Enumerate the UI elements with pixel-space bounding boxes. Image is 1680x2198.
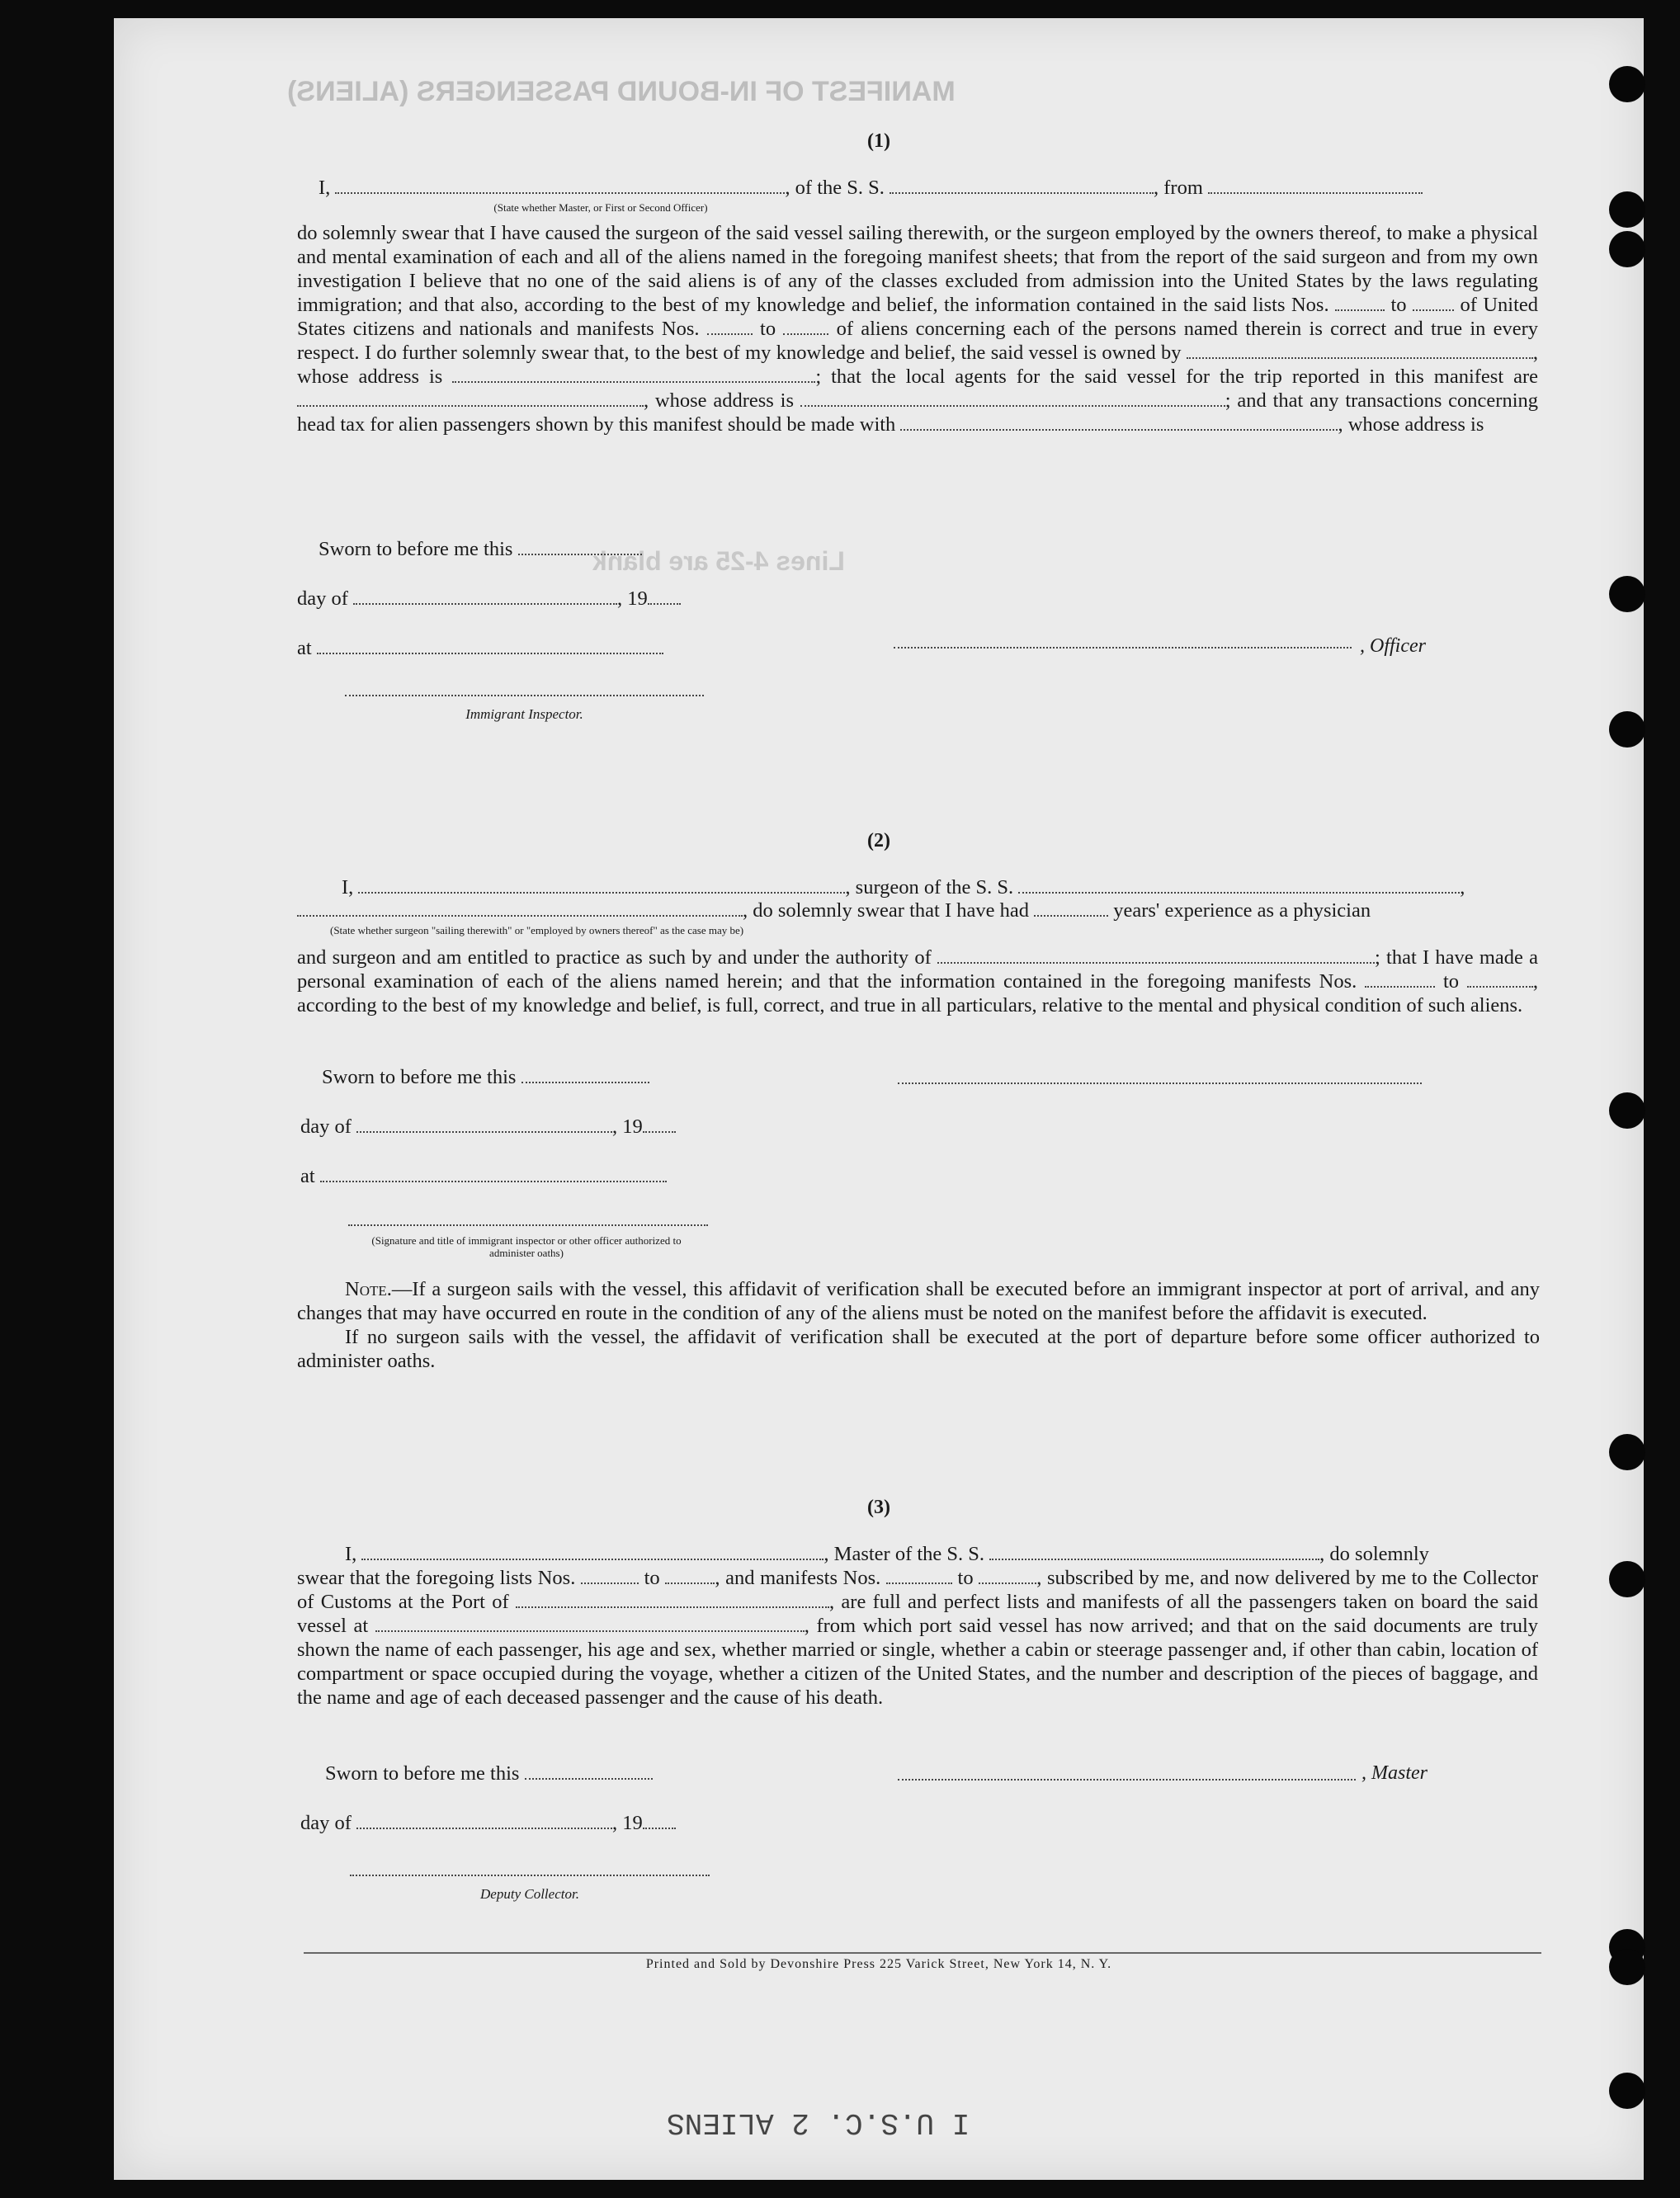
master-vessel-field[interactable]: [989, 1544, 1319, 1560]
place-field[interactable]: [317, 638, 663, 654]
printer-imprint: Printed and Sold by Devonshire Press 225 Varick Street, New York 14, N. Y.: [645, 1957, 1112, 1971]
deputy-collector-signature-line[interactable]: [350, 1875, 710, 1876]
binder-hole: [1609, 1092, 1645, 1129]
binder-hole: [1609, 576, 1645, 612]
section-2-place-field[interactable]: [320, 1166, 667, 1182]
section-2-note: Note.—If a surgeon sails with the vessel, this affidavit of verification shall be executed before an immigrant inspector at port of arrival, and any changes that may have occurred en route in the condition of any of the aliens must be noted on the manifest before the affidavit is executed. If no surgeon sails with the vessel, the affidavit of verification shall be executed at the port of departure before some officer authorized to administer oaths.: [297, 1278, 1540, 1372]
officer-rank-caption: (State whether Master, or First or Second Officer): [493, 201, 708, 214]
surgeon-signature-line[interactable]: [898, 1082, 1422, 1084]
section-3-month-field[interactable]: [356, 1813, 612, 1829]
section-1-at-line: at: [297, 637, 663, 660]
surgeon-status-field[interactable]: [297, 900, 743, 917]
lists-from-field[interactable]: [1335, 295, 1385, 311]
section-2-month-field[interactable]: [356, 1116, 612, 1133]
section-3-sworn-date-field[interactable]: [525, 1763, 653, 1780]
upside-down-stamp: I U.S.C. 2 ALIENS: [667, 2106, 970, 2139]
port-of-arrival-field[interactable]: [516, 1592, 829, 1608]
deputy-collector-label: Deputy Collector.: [480, 1886, 579, 1902]
section-2-at-line: at: [300, 1165, 667, 1188]
vessel-name-field[interactable]: [890, 177, 1154, 194]
section-1-sworn-line: Sworn to before me this: [319, 538, 642, 561]
of-ss-label: , of the S. S.: [785, 177, 885, 199]
lists-to-field[interactable]: [1413, 295, 1454, 311]
section-3-line-1: I, , Master of the S. S. , do solemnly: [345, 1543, 1429, 1565]
bleed-through-title: MANIFEST OF IN-BOUND PASSENGERS (ALIENS): [287, 76, 956, 107]
local-agents-field[interactable]: [297, 390, 644, 407]
master-name-field[interactable]: [361, 1544, 823, 1560]
section-1-day-line: day of , 19: [297, 587, 681, 611]
section-3-body: swear that the foregoing lists Nos. to , and manifests Nos. to , subscribed by me, and now delivered by me to the Collector of Customs at the Port of , are full and perfect lists and manifests of all the passengers taken on board the said vessel at , from which port said vessel has now arrived; and that on the said documents are truly shown the name of each passenger, his age and sex, whether married or single, whether a cabin or steerage passenger and, if other than cabin, location of compartment or space occupied during the voyage, whether a citizen of the United States, and the number and description of the pieces of baggage, and the name and age of each deceased passenger and the cause of his death.: [297, 1567, 1539, 1709]
section-3-manifests-to-field[interactable]: [979, 1568, 1036, 1584]
section-2-official-signature-line[interactable]: [348, 1224, 708, 1226]
footer-rule: [304, 1952, 1541, 1954]
section-2-sworn-date-field[interactable]: [521, 1067, 649, 1083]
manifests-to-field[interactable]: [783, 318, 828, 335]
manifests-from-field[interactable]: [707, 318, 753, 335]
section-3-lists-from-field[interactable]: [581, 1568, 639, 1584]
binder-hole: [1609, 231, 1645, 267]
officer-label: , Officer: [1360, 635, 1426, 657]
binder-hole: [1609, 66, 1645, 102]
document-page: [114, 18, 1644, 2180]
surgeon-name-field[interactable]: [358, 877, 845, 894]
owner-address-field[interactable]: [452, 366, 815, 383]
inspector-signature-line[interactable]: [345, 695, 704, 696]
section-3-number: (3): [867, 1497, 890, 1518]
head-tax-contact-field[interactable]: [900, 414, 1338, 431]
years-experience-field[interactable]: [1034, 900, 1108, 917]
binder-hole: [1609, 191, 1645, 228]
owner-field[interactable]: [1187, 342, 1533, 359]
month-field[interactable]: [353, 588, 617, 605]
section-1-number: (1): [867, 130, 890, 152]
bleed-through-lines-blank: Lines 4-25 are blank: [592, 546, 845, 576]
official-signature-caption: (Signature and title of immigrant inspector or other officer authorized to administer oaths): [371, 1234, 682, 1259]
from-label: , from: [1154, 177, 1203, 199]
i-label: I,: [319, 177, 331, 199]
note-label: Note.: [345, 1278, 392, 1300]
section-2-body: and surgeon and am entitled to practice as such by and under the authority of ; that I have made a personal examination of each of the aliens named herein; and that the information contained in the foregoing manifests Nos. to , according to the best of my knowledge and belief, is full, correct, and true in all particulars, relative to the mental and physical condition of such aliens.: [297, 946, 1539, 1016]
sworn-date-field[interactable]: [518, 539, 642, 555]
surgeon-vessel-field[interactable]: [1018, 877, 1460, 894]
binder-hole: [1609, 1561, 1645, 1597]
master-signature-line[interactable]: [898, 1779, 1356, 1781]
officer-name-field[interactable]: [335, 177, 785, 194]
year-field[interactable]: [648, 588, 681, 605]
section-3-day-line: day of , 19: [300, 1812, 676, 1835]
master-label: , Master: [1361, 1762, 1428, 1784]
section-3-sworn-line: Sworn to before me this: [325, 1762, 653, 1785]
binder-hole: [1609, 2073, 1645, 2109]
section-2-line-1: I, , surgeon of the S. S. ,: [342, 876, 1465, 899]
section-3-lists-to-field[interactable]: [665, 1568, 715, 1584]
binder-hole: [1609, 1434, 1645, 1470]
section-3-year-field[interactable]: [643, 1813, 676, 1829]
binder-hole: [1609, 711, 1645, 748]
authority-field[interactable]: [937, 947, 1375, 964]
section-3-manifests-from-field[interactable]: [886, 1568, 952, 1584]
section-2-sworn-line: Sworn to before me this: [322, 1066, 649, 1089]
immigrant-inspector-label: Immigrant Inspector.: [465, 706, 583, 722]
section-2-number: (2): [867, 830, 890, 851]
section-2-manifests-to-field[interactable]: [1467, 971, 1533, 988]
section-1-body: do solemnly swear that I have caused the surgeon of the said vessel sailing therewith, or the surgeon employed by the owners thereof, to make a physical and mental examination of each and all of the aliens named in the foregoing manifest sheets; that from the report of the said surgeon and from my own investigation I believe that no one of the said aliens is of any of the classes excluded from admission into the United States by the laws regulating immigration; and that also, according to the best of my knowledge and belief, the information contained in the said lists Nos. to of United States citizens and nationals and manifests Nos. to of aliens concerning each of the persons named therein is correct and true in every respect. I do further solemnly swear that, to the best of my knowledge and belief, the said vessel is owned by , whose address is ; that the local agents for the said vessel for the trip reported in this manifest are , whose address is ; and that any transactions concerning head tax for alien passengers shown by this manifest should be made with , whose address is: [297, 222, 1539, 436]
agents-address-field[interactable]: [800, 390, 1225, 407]
section-2-day-line: day of , 19: [300, 1116, 676, 1139]
section-1-oath-line: [319, 177, 1423, 200]
surgeon-status-caption: (State whether surgeon "sailing therewith" or "employed by owners thereof" as the case may be): [330, 924, 744, 936]
embarkation-port-field[interactable]: [375, 1615, 805, 1632]
officer-signature-line[interactable]: [894, 647, 1352, 649]
departure-port-field[interactable]: [1208, 177, 1423, 194]
section-2-manifests-from-field[interactable]: [1365, 971, 1435, 988]
section-2-year-field[interactable]: [643, 1116, 676, 1133]
section-2-line-2: , do solemnly swear that I have had years' experience as a physician: [297, 899, 1371, 922]
